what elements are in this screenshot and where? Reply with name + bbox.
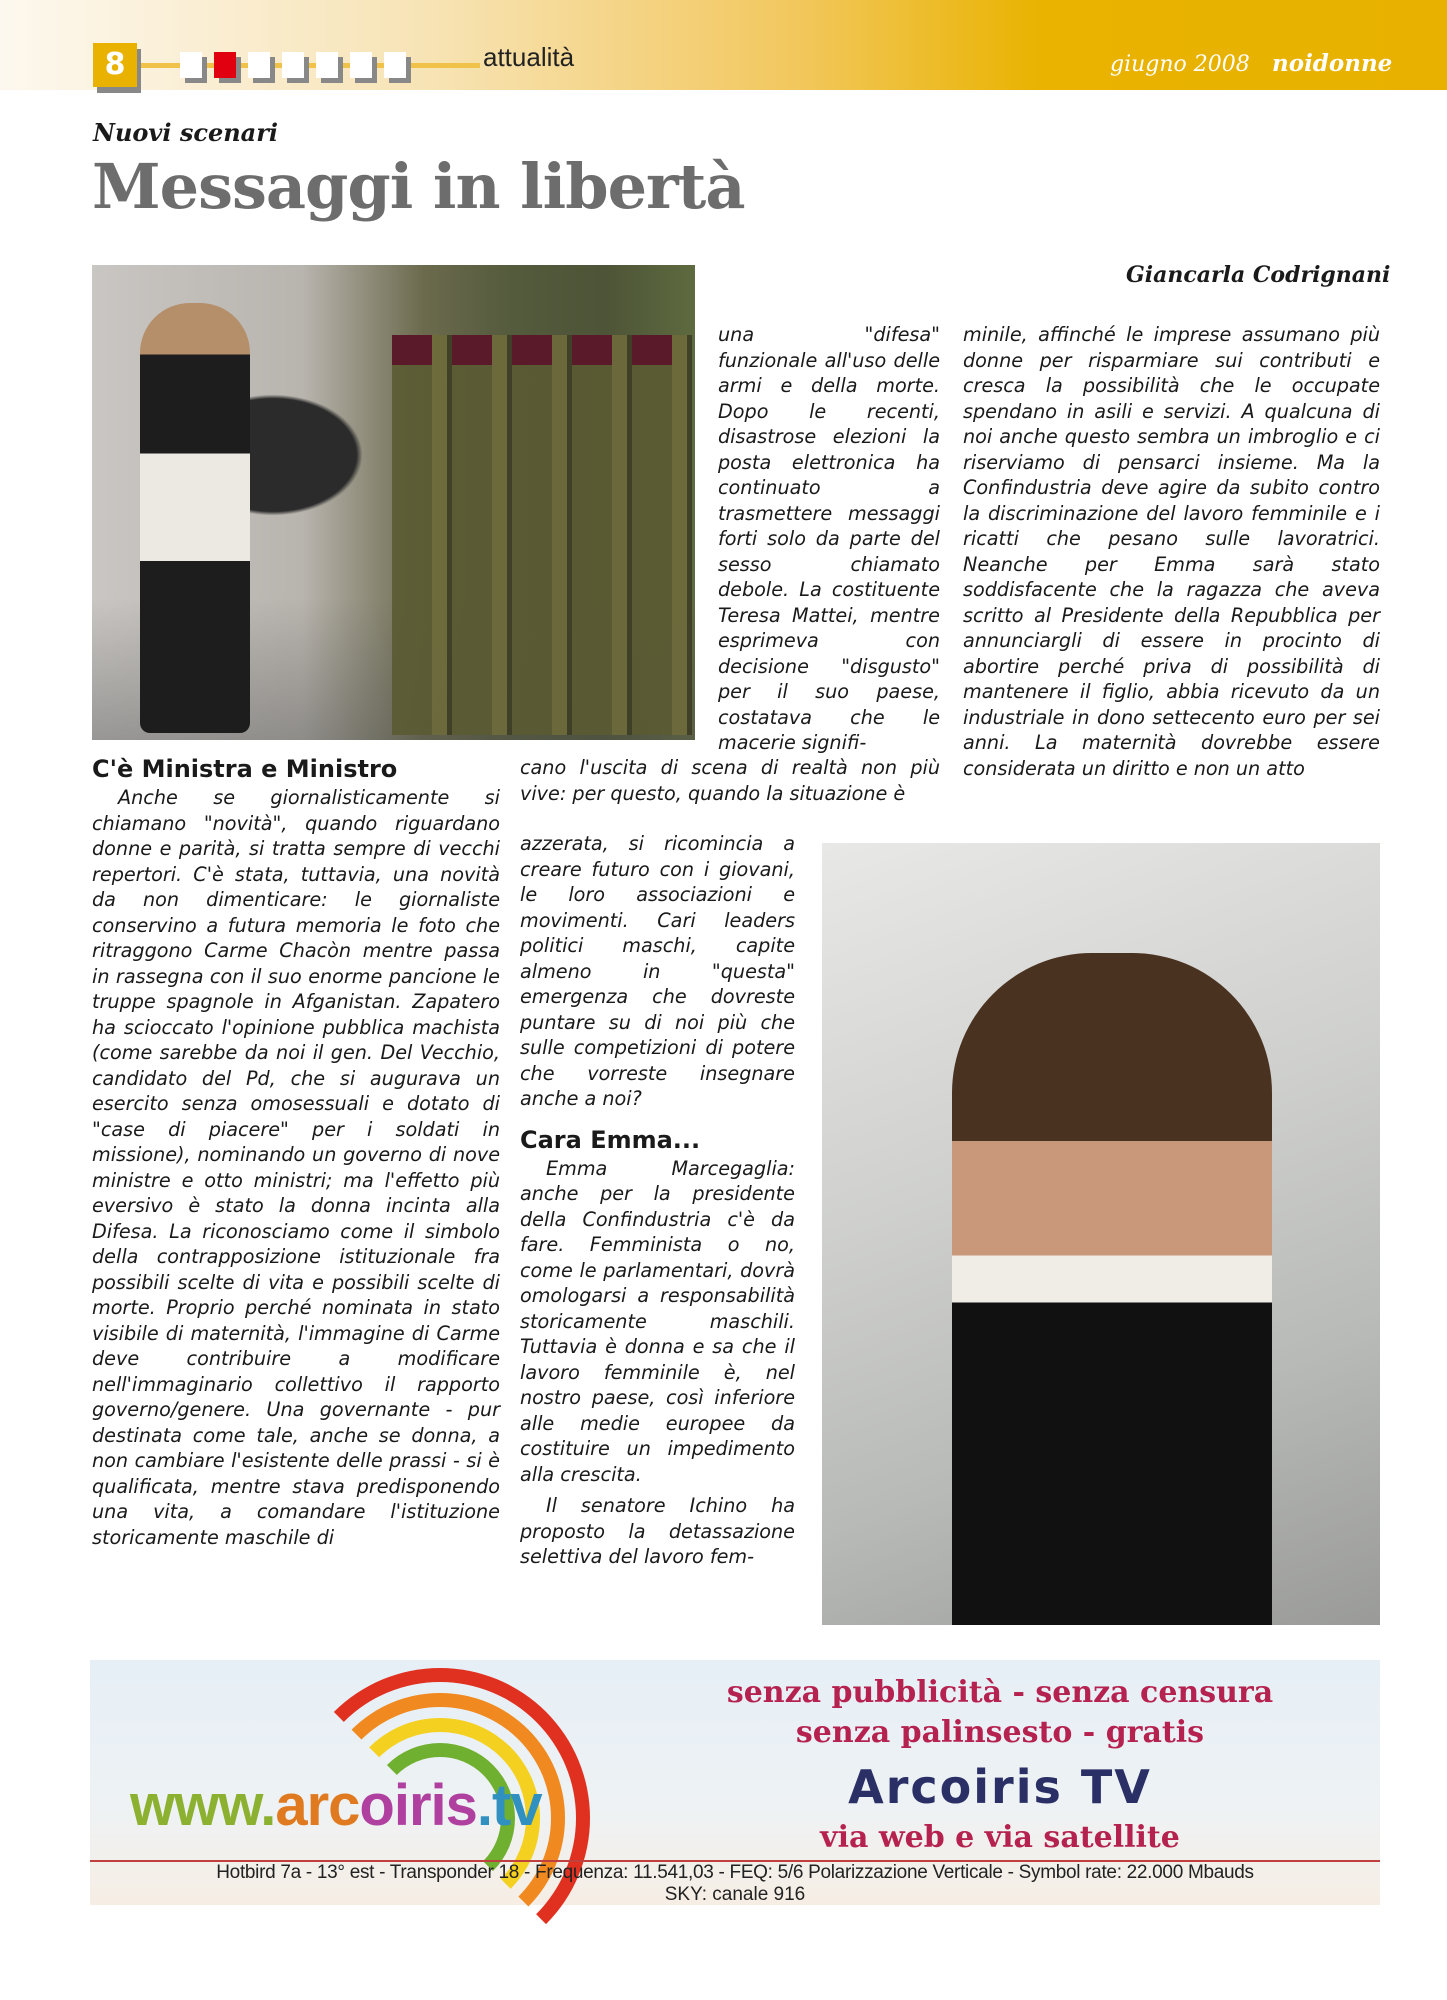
advertisement-banner[interactable]	[90, 1660, 1380, 1905]
nav-square	[180, 52, 202, 78]
nav-square	[384, 52, 406, 78]
issue-date: giugno 2008	[1110, 52, 1250, 77]
ad-slogan-2: senza palinsesto - gratis	[795, 1715, 1205, 1750]
article-title: Messaggi in libertà	[92, 150, 745, 223]
ad-sky-channel: SKY: canale 916	[664, 1884, 806, 1905]
section-label: attualità	[483, 42, 575, 72]
photo-minister-troops	[92, 265, 695, 740]
nav-square-active	[214, 52, 236, 78]
magazine-name: noidonne	[1272, 50, 1393, 77]
article-column-1	[92, 755, 500, 1550]
photo-woman-portrait	[952, 953, 1272, 1625]
photo-berets	[392, 335, 692, 365]
photo-troops	[392, 335, 692, 735]
article-column-2-mid	[520, 755, 940, 806]
ad-slogan-3: via web e via satellite	[820, 1820, 1180, 1855]
page-header	[0, 0, 1447, 90]
paragraph: Anche se giornalisticamente si chiamano "novità", quando riguardano donne e parità, si tratta sempre di vecchi repertori. C'è stata, tuttavia, una novità da non dimenticare: le giornaliste conservino a futura memoria le foto che ritraggono Carme Chacòn mentre passa in rassegna con il suo enorme pancione le truppe spagnole in Afganistan. Zapatero ha scioccato l'opinione pubblica machista (come sarebbe da noi il gen. Del Vecchio, candidato del Pd, che si augurava un esercito senza omosessuali e dotato di "case di piacere" per i soldati in missione), nominando un governo di nove ministre e otto ministri; ma l'effetto più eversivo è stato la donna incinta alla Difesa. La riconosciamo come il simbolo della contrapposizione istituzionale fra possibili scelte di vita e possibili scelte di morte. Proprio perché nominata in stato visibile di maternità, l'immagine di Carme deve contribuire a modificare nell'immaginario collettivo il rapporto governo/genere. Una governante - pur destinata come tale, anche se donna, a non cambiare l'esistente delle prassi - si è qualificata, mentre stava predisponendo una vita, a comandare l'istituzione storicamente maschile di	[92, 786, 500, 1549]
article-column-2-top	[718, 322, 940, 756]
paragraph: azzerata, si ricomincia a creare futuro con i giovani, le loro associazioni e movimenti. Cari leaders politici maschi, capite almeno in "questa" emergenza che dovreste puntare su di noi più che sulle competizioni di potere che vorreste insegnare anche a noi?	[520, 832, 795, 1110]
subheading-cara-emma: Cara Emma...	[520, 1125, 701, 1154]
ad-tech-info: Hotbird 7a - 13° est - Transponder 18 - Frequenza: 11.541,03 - FEQ: 5/6 Polarizzazione Verticale - Symbol rate: 22.000 Mbauds	[216, 1862, 1254, 1883]
article-column-2-bottom	[520, 831, 795, 1570]
paragraph: cano l'uscita di scena di realtà non più vive: per questo, quando la situazione è	[520, 756, 940, 805]
page-number: 8	[93, 43, 137, 87]
nav-square	[248, 52, 270, 78]
subheading-ministra: C'è Ministra e Ministro	[92, 755, 398, 783]
photo-woman-figure	[140, 303, 250, 733]
nav-square	[282, 52, 304, 78]
nav-square	[316, 52, 338, 78]
article-column-3	[963, 322, 1380, 781]
ad-slogan-1: senza pubblicità - senza censura	[726, 1675, 1274, 1710]
ad-brand-name: Arcoiris TV	[848, 1760, 1152, 1814]
article-byline: Giancarla Codrignani	[1126, 262, 1391, 288]
nav-square	[350, 52, 372, 78]
paragraph: Il senatore Ichino ha proposto la detassazione selettiva del lavoro fem-	[520, 1494, 795, 1568]
ad-url-link[interactable]: www.arcoiris.tv	[130, 1773, 542, 1838]
paragraph: una "difesa" funzionale all'uso delle armi e della morte. Dopo le recenti, disastrose elezioni la posta elettronica ha continuato a trasmettere messaggi forti solo da parte del sesso chiamato debole. La costituente Teresa Mattei, mentre esprimeva con decisione "disgusto" per il suo paese, costatava che le macerie signifi-	[718, 323, 940, 754]
photo-portrait	[822, 843, 1380, 1625]
article-kicker: Nuovi scenari	[93, 118, 278, 147]
paragraph: Emma Marcegaglia: anche per la presidente della Confindustria c'è da fare. Femminista o no, come le parlamentari, dovrà omologarsi a responsabilità storicamente maschili. Tuttavia è donna e sa che il lavoro femminile è, nel nostro paese, così inferiore alle medie europee da costituire un impedimento alla crescita.	[520, 1156, 795, 1486]
paragraph: minile, affinché le imprese assumano più donne per risparmiare sui contributi e cresca la possibilità che le occupate spendano in asili e servizi. A qualcuna di noi anche questo sembra un imbroglio e ci riserviamo di pensarci insieme. Ma la Confindustria deve agire da subito contro la discriminazione del lavoro femminile e i ricatti che pesano sulle lavoratrici. Neanche per Emma sarà stato soddisfacente che la ragazza che aveva scritto al Presidente della Repubblica per annunciargli di essere in procinto di abortire perché priva di possibilità di mantenere il figlio, abbia ricevuto da un industriale in dono settecento euro per sei anni. La maternità dovrebbe essere considerata un diritto e non un atto	[963, 323, 1380, 780]
